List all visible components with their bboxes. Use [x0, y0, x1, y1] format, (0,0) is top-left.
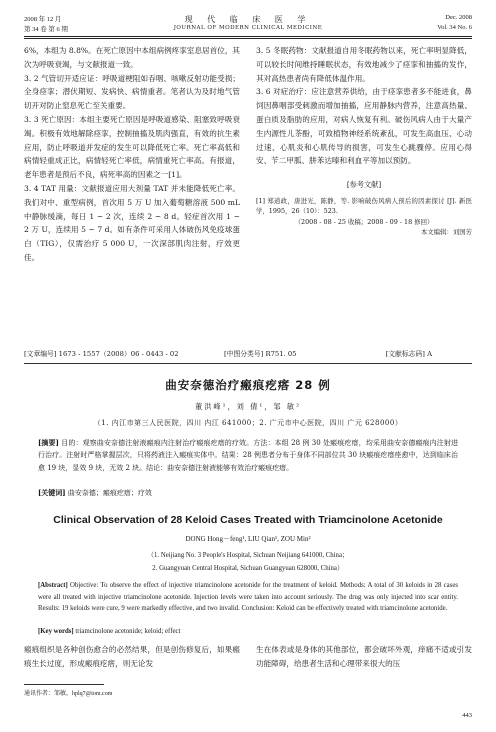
received-dates: （2008 - 08 - 25 收稿；2008 - 09 - 18 修回）: [294, 217, 434, 226]
header-date-en: Dec. 2008: [445, 14, 472, 21]
clc-number: [中图分类号] R751. 05: [224, 350, 297, 358]
abstract-en-text: Objective: To observe the effect of injective triamcinolone acetonide for the treatment of keloid. Methods: A total of 30 keloids in 28 cases were all treated with injective triamcinolone acetonide. Injection levels were taken into account seriously. The drug was only injected into scar entity. Results: 19 keloids were cure, 9 were markedly effective, and two invalid. Conclusion: Keloid can be effectively treated with triamcinolone acetonide.: [38, 582, 458, 613]
paragraph: 3. 2 气管切开适应证：呼吸道梗阻如吞咽、咳嗽反射功能受损；全身痉挛；潜伏期短、发病快、病情重者。笔者认为及时地气管切开对防止窒息死亡至关重要。: [24, 73, 240, 111]
paragraph: 3. 3 死亡原因：本组主要死亡原因是呼吸道感染、阻塞致呼吸衰竭。积极有效地解除痉挛，控制抽搐及肌肉强直，有效的抗生素应用，防止呼吸道并发症的发生可以降低死亡率。死亡率高低和病情轻重成正比，病情轻死亡率低，病情重死亡率高。有报道，老年患者是预后不良，病死率高的因素之一[1]。: [24, 114, 240, 180]
keywords-cn-label: [关键词]: [38, 488, 66, 497]
abstract-en-label: [Abstract]: [38, 582, 68, 589]
paragraph: 6%，本组为 8.8%。在死亡原因中本组病例疼挛室息居首位，其次为呼吸衰竭，与文献报道一致。: [24, 46, 240, 69]
abstract-cn-text: 目的：观察曲安奈德注射液瘢痕内注射治疗瘢痕疙瘩的疗效。方法：本组 28 例 30 处瘢痕疙瘩，均采用曲安奈德瘢痕内注射进行治疗。注射时严格掌握层次，只将药液注入瘢痕实体中。结果：28 例患者分布于身体不同部位共 30 块瘢痕疙瘩痊愈中，达到临床治愈 19 块，显效 9 块，无效 2 块。结论：曲安奈德注射液能够有效治疗瘢痕疙瘩。: [38, 439, 458, 472]
abstract-en: [38, 580, 458, 615]
right-column: [256, 44, 472, 238]
header-rule-thin: [24, 38, 472, 39]
header-journal-en: JOURNAL OF MODERN CLINICAL MEDICINE: [173, 25, 323, 31]
body-text-left: 瘢痕组织是各种创伤愈合的必然结果，但是创伤修复后，如果瘢痕生长过度，形成瘢痕疙瘩，则无论发: [24, 645, 240, 668]
document-code: [文献标志码] A: [385, 350, 432, 358]
abstract-cn: [38, 437, 458, 474]
keywords-cn-text: 曲安奈德；瘢痕疙瘩；疗效: [67, 489, 152, 497]
footnote: 通讯作者：邹敏，hplq7@tom.com: [24, 691, 113, 697]
paragraph: 3. 5 冬眠药物：文献报道自用冬眠药物以来，死亡率明显降低，可以较长时间维持睡眠状态，有效地减少了痉挛和抽搐的发作，其对高热患者尚有降低体温作用。: [256, 46, 472, 83]
paragraph: 3. 4 TAT 用量：文献报道应用大剂量 TAT 并未能降低死亡率。我们对中、重型病例，首次用 5 万 U 加入葡萄糖溶液 500 mL 中静脉缓滴，每日 1 ~ 2 次，连续 2 ~ 8 d。轻症首次用 1 ~ 2 万 U，连续用 5 ~ 7 d。如有条件可采用人体破伤风免疫球蛋白（TIG），仅需治疗 5 000 U，一次深部肌肉注射，疗效更佳。: [24, 183, 240, 262]
article-title-en: Clinical Observation of 28 Keloid Cases Treated with Triamcinolone Acetonide: [53, 514, 443, 526]
header-date-cn: 2008 年 12 月: [24, 16, 62, 23]
left-column: [24, 44, 240, 265]
header-volume-en: Vol. 34 No. 6: [437, 24, 472, 31]
affiliation-cn: （1. 内江市第三人民医院，四川 内江 641000；2. 广元市中心医院，四川 广元 628000）: [93, 419, 403, 427]
page-number: 443: [462, 712, 472, 719]
body-text-right: 生在体表或是身体的其他部位，都会破坏外观，痒痛不适或引发功能障碍，给患者生活和心理带来很大的压: [256, 645, 472, 668]
article-number: [文章编号] 1673 - 1557（2008）06 - 0443 - 02: [24, 350, 179, 358]
references: [256, 196, 472, 238]
article-title-cn: 曲安奈德治疗瘢痕疙瘩 28 例: [165, 378, 331, 392]
keywords-en: [38, 628, 458, 635]
reference-item: [1] 郑道政，唐进光，陈静，等. 影响破伤风病人预后的因素探讨 [J]. 新医学，1995，26（10）：523.: [256, 196, 472, 216]
keywords-en-text: triamcinolone acetonide; keloid; effect: [75, 628, 181, 635]
authors-en: DONG Hong－feng¹, LIU Qian¹, ZOU Min²: [185, 535, 311, 543]
authors-cn: 董洪峰¹，刘 倩¹，邹 敏²: [195, 402, 301, 411]
references-title: [参考文献]: [346, 180, 382, 190]
editor-credit: 本文编辑：刘国芳: [420, 228, 472, 237]
paragraph: 3. 6 对症治疗：应注意营养供给，由于痉挛患者多不能进食，鼻饲因鼻咽部受刺激而增加抽搐，应用静脉内营养，注意高热量、蛋白质及脂肪的应用，对病人恢复有利。破伤风病人由于大量产生内源性儿茶酚，可致植物神经系统紊乱，可发生高血压、心动过速、心肌炎和心肌传导的损害，可发生心跳骤停。应用心得安、苄二甲胍、肼苯达嗪和利血平等加以预防。: [256, 87, 472, 166]
header-journal-cn: 现 代 临 床 医 学: [184, 15, 312, 24]
keywords-cn: [38, 488, 458, 498]
classification-rule: [24, 363, 472, 364]
running-header: [24, 14, 472, 44]
classification-line: [24, 348, 472, 360]
affiliation-en-2: 2. Guangyuan Central Hospital, Sichuan Guangyuan 628000, China）: [152, 565, 344, 572]
header-volume-cn: 第 34 卷 第 6 期: [24, 26, 68, 33]
keywords-en-label: [Key words]: [38, 628, 74, 635]
abstract-cn-label: [摘要]: [38, 438, 59, 447]
footnote-rule: [24, 684, 104, 685]
affiliation-en-1: （1. Neijiang No. 3 People's Hospital, Sichuan Neijiang 641000, China；: [147, 552, 349, 559]
header-rule: [24, 36, 472, 37]
